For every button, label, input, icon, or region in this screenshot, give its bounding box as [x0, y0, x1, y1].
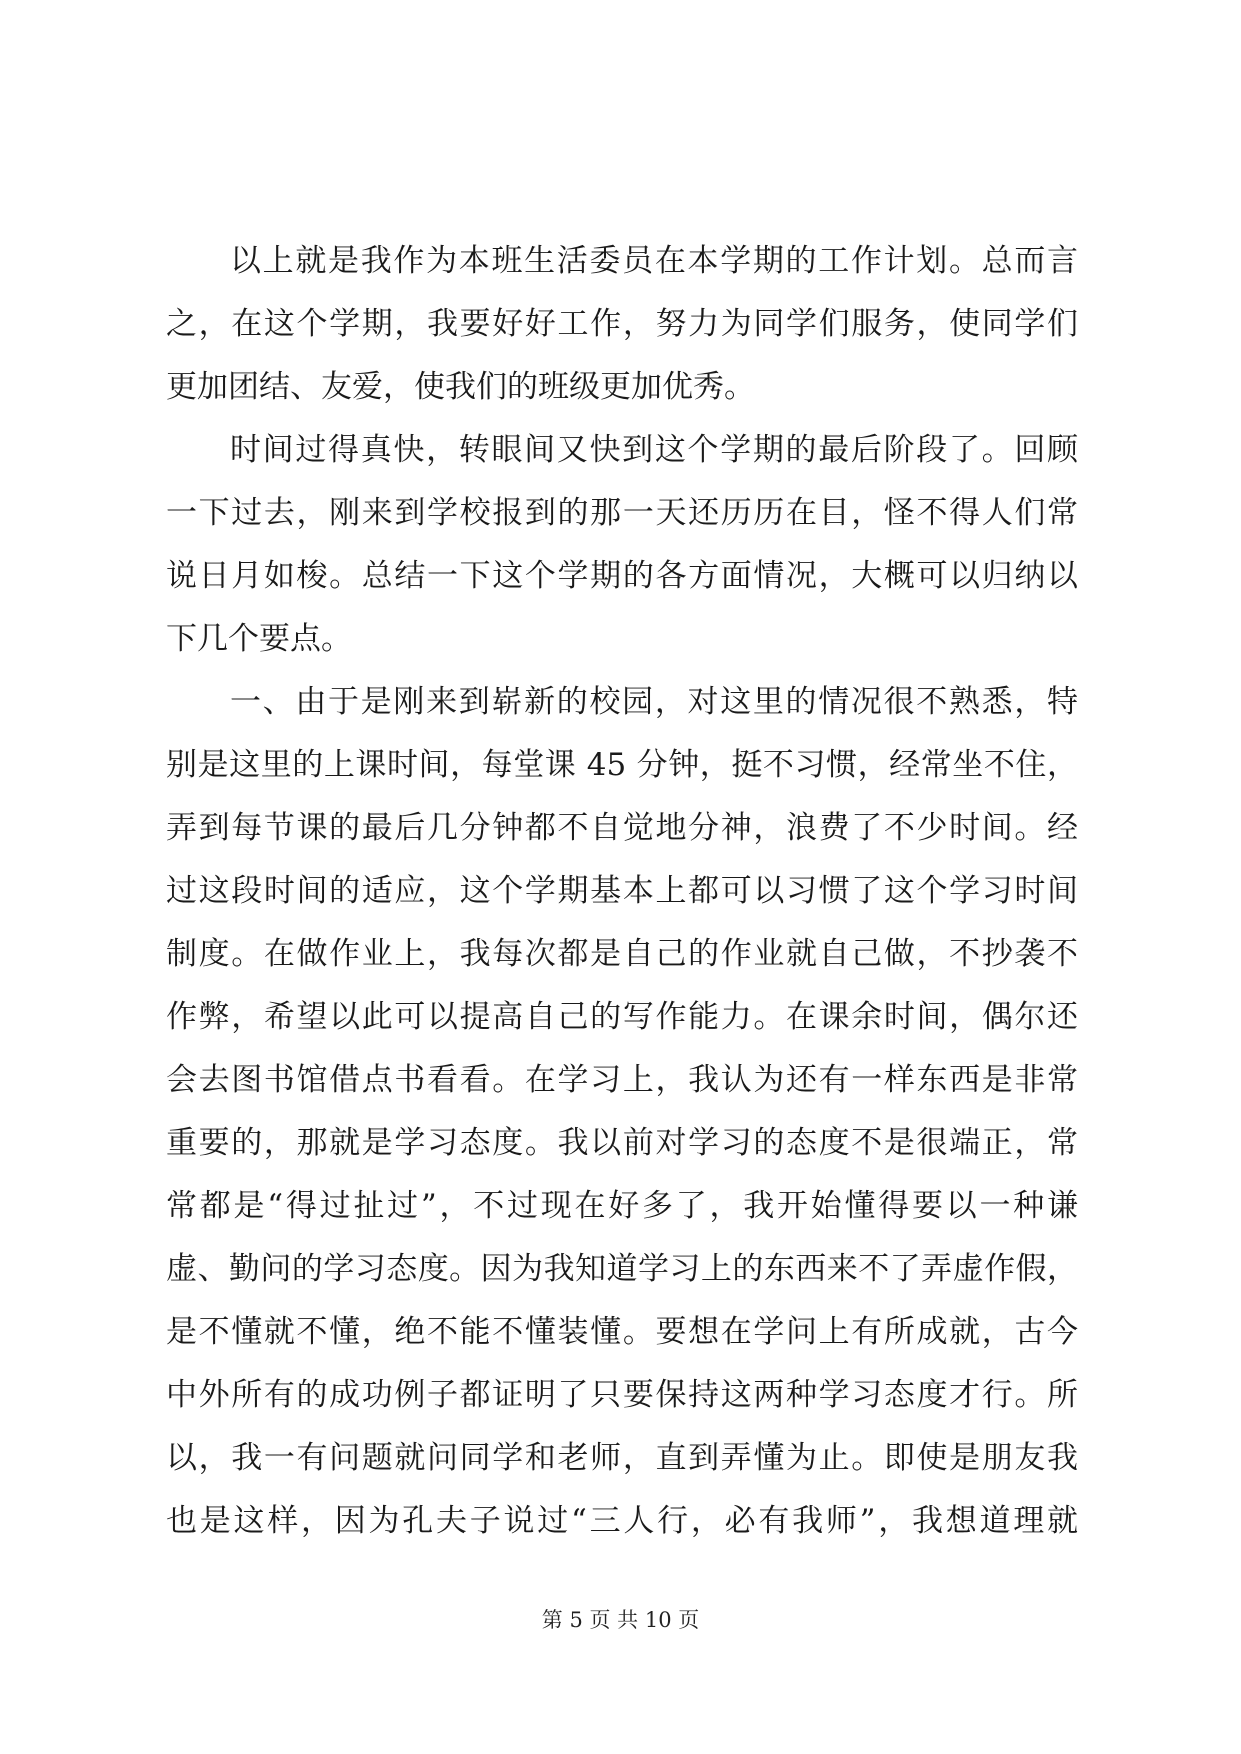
text-line: 会去图书馆借点书看看。在学习上，我认为还有一样东西是非常	[166, 1062, 1078, 1098]
page-footer	[0, 1605, 1241, 1635]
text-line: 也是这样，因为孔夫子说过“三人行，必有我师”，我想道理就	[166, 1503, 1078, 1539]
text-line: 更加团结、友爱，使我们的班级更加优秀。	[166, 369, 755, 405]
text-line: 下几个要点。	[166, 621, 352, 657]
text-line: 说日月如梭。总结一下这个学期的各方面情况，大概可以归纳以	[166, 558, 1078, 594]
text-line: 常都是“得过扯过”，不过现在好多了，我开始懂得要以一种谦	[166, 1188, 1078, 1224]
text-line: 一、由于是刚来到崭新的校园，对这里的情况很不熟悉，特	[230, 684, 1078, 720]
paragraph-summary	[166, 230, 1078, 419]
text-line: 时间过得真快，转眼间又快到这个学期的最后阶段了。回顾	[230, 432, 1078, 468]
text-line: 一下过去，刚来到学校报到的那一天还历历在目，怪不得人们常	[166, 495, 1078, 531]
text-line: 以，我一有问题就问同学和老师，直到弄懂为止。即使是朋友我	[166, 1440, 1078, 1476]
text-line: 作弊，希望以此可以提高自己的写作能力。在课余时间，偶尔还	[166, 999, 1078, 1035]
text-line: 以上就是我作为本班生活委员在本学期的工作计划。总而言	[230, 243, 1078, 279]
paragraph-point-one	[166, 671, 1078, 1553]
text-line: 别是这里的上课时间，每堂课 45 分钟，挺不习惯，经常坐不住，	[166, 747, 1078, 783]
text-line: 之，在这个学期，我要好好工作，努力为同学们服务，使同学们	[166, 306, 1078, 342]
text-line: 虚、勤问的学习态度。因为我知道学习上的东西来不了弄虚作假，	[166, 1251, 1078, 1287]
paragraph-intro	[166, 419, 1078, 671]
text-line: 重要的，那就是学习态度。我以前对学习的态度不是很端正，常	[166, 1125, 1078, 1161]
text-line: 制度。在做作业上，我每次都是自己的作业就自己做，不抄袭不	[166, 936, 1078, 972]
text-line: 中外所有的成功例子都证明了只要保持这两种学习态度才行。所	[166, 1377, 1078, 1413]
text-line: 弄到每节课的最后几分钟都不自觉地分神，浪费了不少时间。经	[166, 810, 1078, 846]
document-body	[166, 230, 1078, 1553]
page-number-label: 第 5 页 共 10 页	[541, 1608, 700, 1632]
text-line: 是不懂就不懂，绝不能不懂装懂。要想在学问上有所成就，古今	[166, 1314, 1078, 1350]
text-line: 过这段时间的适应，这个学期基本上都可以习惯了这个学习时间	[166, 873, 1078, 909]
